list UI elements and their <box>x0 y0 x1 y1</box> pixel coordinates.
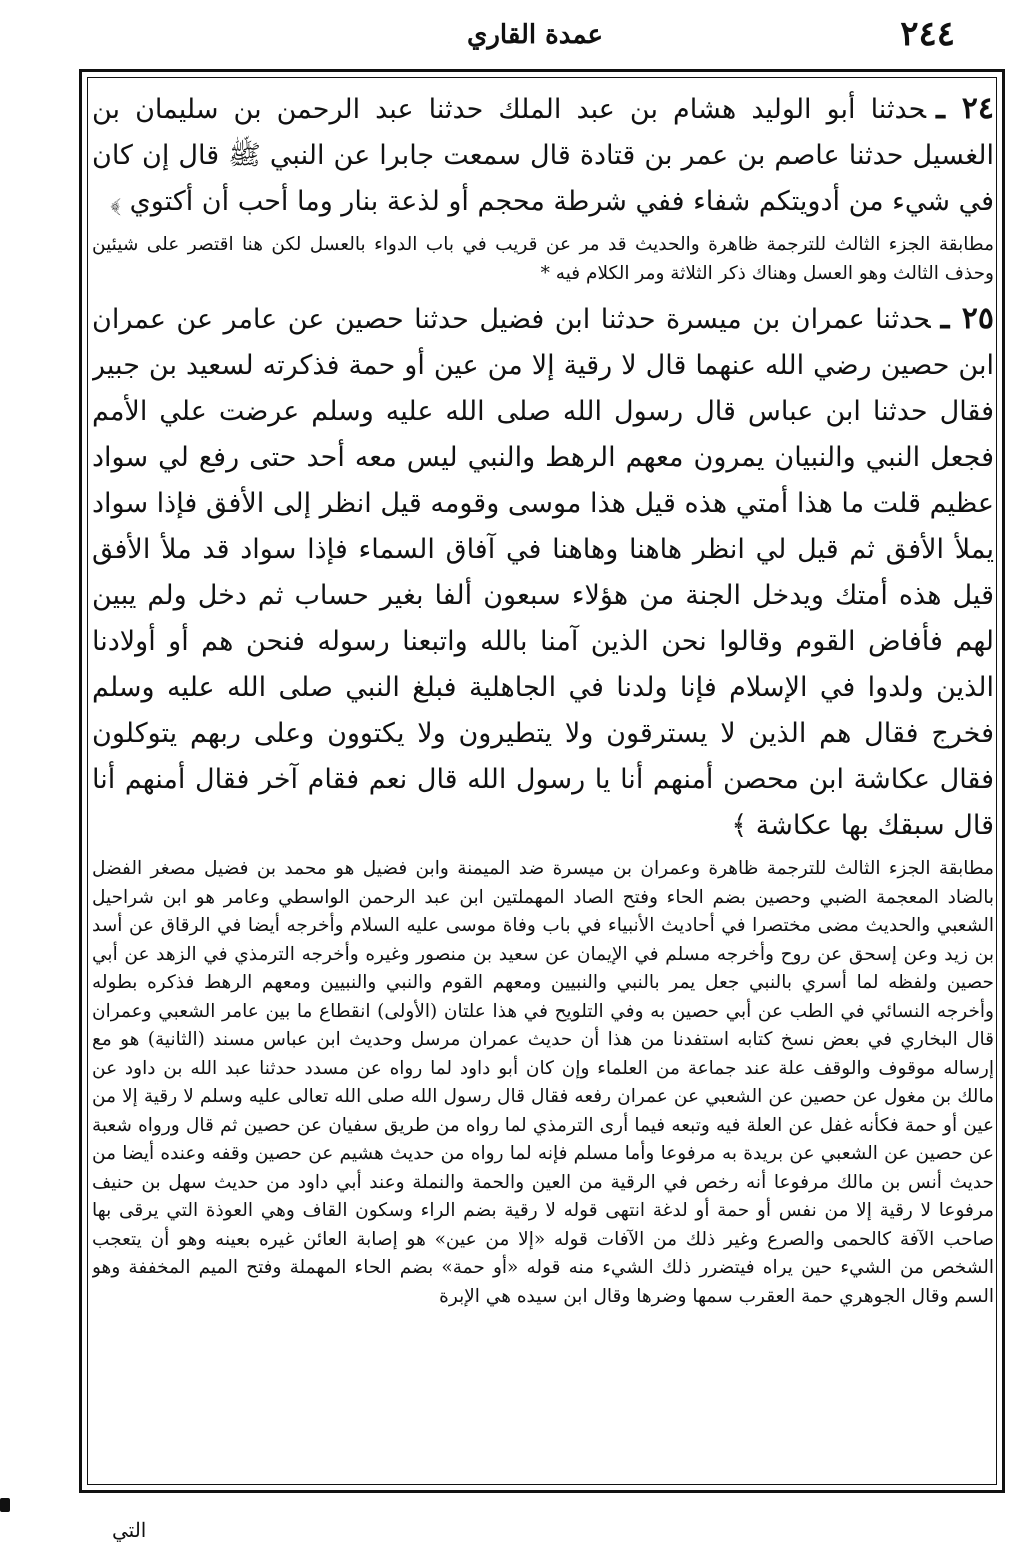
margin-mark <box>0 1498 10 1512</box>
running-title: عمدة القاري <box>467 20 603 50</box>
commentary-25: مطابقة الجزء الثالث للترجمة ظاهرة وعمران بن ميسرة ضد الميمنة وابن فضيل هو محمد بن فضيل مصغر الفضل بالضاد المعجمة الضبي وحصين بضم الحاء وفتح الصاد المهملتين ابن عبد الرحمن الواسطي وعامر هو ابن شراحيل الشعبي والحديث مضى مختصرا في أحاديث الأنبياء في باب وفاة موسى عليه السلام وأخرجه أيضا في الرقاق عن أسد بن زيد وعن إسحق عن روح وأخرجه مسلم في الإيمان عن سعيد بن منصور وغيره وأخرجه الترمذي في الزهد عن أبي حصين ولفظه لما أسري بالنبي جعل يمر بالنبي والنبيين ومعهم القوم والنبي والنبيين ومعهم الرهط فذكره بطوله وأخرجه النسائي في الطب عن أبي حصين به وفي التلويح في هذا علتان (الأولى) انقطاع ما بين عامر الشعبي وعمران قال البخاري في بعض نسخ كتابه استفدنا من هذا أن حديث عمران مرسل وحديث ابن عباس مسند (الثانية) هو مع إرساله موقوف والوقف علة عند جماعة من العلماء وإن كان أبو داود لما رواه عن مسدد حدثنا عبد الله بن داود عن مالك بن مغول عن حصين عن الشعبي عن عمران رفعه فقال قال رسول الله صلى الله تعالى عليه وسلم لا رقية إلا من عين أو حمة فكأنه غفل عن العلة فيه وتبعه فيما أرى الترمذي لما رواه من طريق سفيان عن حصين ثم قال ورواه شعبة عن حصين عن الشعبي عن بريدة به مرفوعا وأما مسلم فإنه لما رواه من حديث هشيم عن حصين وقفه وعنده أيضا من حديث أنس بن مالك مرفوعا أنه رخص في الرقية من العين والحمة والنملة وعند أبي داود من حديث سهل بن حنيف مرفوعا لا رقية إلا من نفس أو حمة أو لدغة انتهى قوله لا رقية بضم الراء وسكون القاف وهي العوذة التي يرقى بها صاحب الآفة كالحمى والصرع وغير ذلك من الآفات قوله «إلا من عين» هو إصابة العائن غيره بعينه وهو أن يتعجب الشخص من الشيء حين يراه فيتضرر ذلك الشيء منه قوله «أو حمة» بضم الحاء المهملة وفتح الميم المخففة وهو السم وقال الجوهري حمة العقرب سمها وضرها وقال ابن سيده هي الإبرة <box>92 858 994 1307</box>
page-body <box>92 86 994 1486</box>
hadith-number: ٢٥ ـ <box>940 301 994 336</box>
hadith-number: ٢٤ ـ <box>936 91 994 126</box>
page-header <box>75 14 995 66</box>
page-number: ٢٤٤ <box>900 14 955 54</box>
hadith-text: حدثنا عمران بن ميسرة حدثنا ابن فضيل حدثنا حصين عن عامر عن عمران ابن حصين رضي الله عنهما قال لا رقية إلا من عين أو حمة فذكرته لسعيد بن جبير فقال حدثنا ابن عباس قال رسول الله صلى الله عليه وسلم عرضت علي الأمم فجعل النبي والنبيان يمرون معهم الرهط والنبي ليس معه أحد حتى رفع لي سواد عظيم قلت ما هذا أمتي هذه قيل هذا موسى وقومه قيل انظر إلى الأفق فإذا سواد يملأ الأفق ثم قيل لي انظر هاهنا وهاهنا في آفاق السماء فإذا سواد قد ملأ الأفق قيل هذه أمتك ويدخل الجنة من هؤلاء سبعون ألفا بغير حساب ثم دخل ولم يبين لهم فأفاض القوم وقالوا نحن الذين آمنا بالله واتبعنا رسوله فنحن هم أو أولادنا الذين ولدوا في الإسلام فإنا ولدنا في الجاهلية فبلغ النبي صلى الله عليه وسلم فخرج فقال هم الذين لا يسترقون ولا يتطيرون ولا يكتوون وعلى ربهم يتوكلون فقال عكاشة ابن محصن أمنهم أنا يا رسول الله قال نعم فقام آخر فقال أمنهم أنا قال سبقك بها عكاشة ﴾ <box>92 304 994 841</box>
hadith-24 <box>92 86 994 225</box>
commentary-24: مطابقة الجزء الثالث للترجمة ظاهرة والحديث قد مر عن قريب في باب الدواء بالعسل لكن هنا اقتصر على شيئين وحذف الثالث وهو العسل وهناك ذكر الثلاثة ومر الكلام فيه * <box>92 234 994 284</box>
hadith-text: حدثنا أبو الوليد هشام بن عبد الملك حدثنا عبد الرحمن بن سليمان بن الغسيل حدثنا عاصم بن عمر بن قتادة قال سمعت جابرا عن النبي ﷺ قال إن كان في شيء من أدويتكم شفاء ففي شرطة محجم أو لذعة بنار وما أحب أن أكتوي ﴾ <box>92 94 994 217</box>
catchword: التي <box>112 1518 147 1542</box>
hadith-25 <box>92 296 994 849</box>
